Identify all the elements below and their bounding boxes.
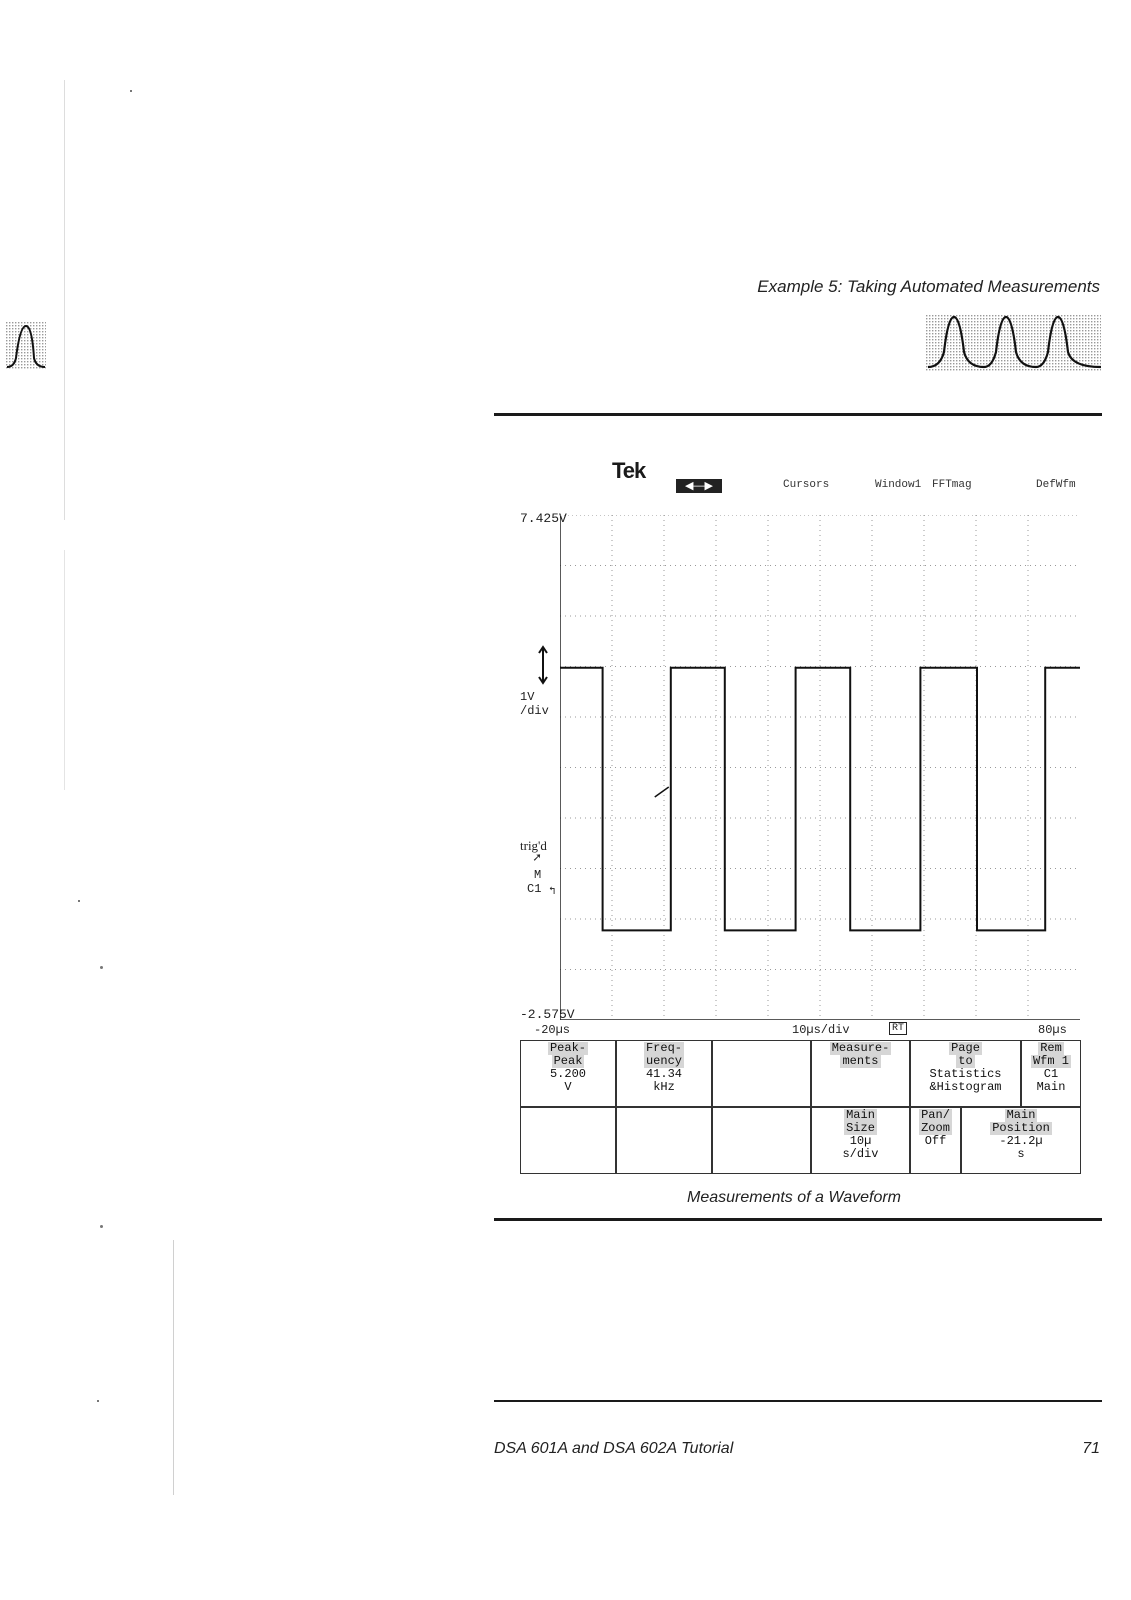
trigger-point-marker: [655, 787, 669, 797]
softkey-line: &Histogram: [929, 1080, 1002, 1094]
softkey-line: Pan/: [921, 1108, 950, 1122]
margin-line: [173, 1240, 174, 1495]
menu-cursors[interactable]: Cursors: [783, 479, 830, 491]
softkey-line: Wfm 1: [1032, 1054, 1069, 1068]
softkey-line: Size: [846, 1121, 875, 1135]
trigger-source-c1: C1: [527, 882, 542, 896]
waveform-trace: [560, 668, 1080, 931]
caption-rule: [494, 1218, 1102, 1221]
softkey-line: Main: [846, 1108, 875, 1122]
softkey-line: Off: [924, 1134, 947, 1148]
top-rule: [494, 413, 1102, 416]
softkey-line: Statistics: [929, 1067, 1002, 1081]
softkey-line: Page: [951, 1041, 980, 1055]
scan-speck: [100, 1225, 103, 1228]
softkey-line: kHz: [653, 1080, 675, 1094]
softkey-line: Freq-: [645, 1041, 682, 1055]
tek-logo: Tek: [612, 458, 646, 483]
remove-waveform-softkey[interactable]: [1021, 1040, 1081, 1107]
softkey-line: Measure-: [831, 1041, 890, 1055]
empty-softkey: [712, 1040, 811, 1107]
scale-label-volts: 1V: [520, 690, 535, 704]
softkey-line: Zoom: [921, 1121, 950, 1135]
trigger-status: trig'd: [520, 838, 547, 853]
timebase-mode-badge: RT: [889, 1022, 907, 1035]
menu-fftmag[interactable]: FFTmag: [932, 479, 972, 491]
x-left-label: -20µs: [534, 1023, 571, 1037]
scan-speck: [78, 900, 80, 902]
scale-arrow-icon: [536, 645, 550, 685]
softkey-line: -21.2µ: [999, 1134, 1043, 1148]
empty-softkey: [616, 1107, 712, 1174]
figure-caption: Measurements of a Waveform: [686, 1189, 901, 1206]
menu-defwfm[interactable]: DefWfm: [1036, 479, 1076, 491]
measurement-menu: [520, 1040, 1081, 1174]
scan-speck: [100, 966, 103, 969]
scale-label-div: /div: [520, 704, 549, 718]
menu-window1[interactable]: Window1: [875, 479, 922, 491]
page-number: 71: [1082, 1440, 1100, 1457]
trigger-source-m: M: [534, 868, 542, 882]
scan-speck: [130, 90, 132, 92]
pan-zoom-softkey[interactable]: [910, 1107, 961, 1174]
pulse-icon: [6, 322, 46, 370]
softkey-line: 5.200: [549, 1067, 586, 1081]
x-right-label: 80µs: [1038, 1023, 1067, 1037]
softkey-line: C1: [1043, 1067, 1059, 1081]
softkey-line: Main: [1036, 1080, 1066, 1094]
running-header: Example 5: Taking Automated Measurements: [757, 277, 1100, 296]
pulse-train-icon: [926, 312, 1101, 374]
y-top-label: 7.425V: [520, 511, 567, 526]
softkey-line: V: [564, 1080, 572, 1094]
softkey-line: s/div: [842, 1147, 879, 1161]
margin-line: [64, 550, 65, 790]
footer-title: DSA 601A and DSA 602A Tutorial: [494, 1440, 734, 1457]
softkey-line: Rem: [1040, 1041, 1062, 1055]
footer-rule: [494, 1400, 1102, 1402]
softkey-line: s: [1017, 1147, 1025, 1161]
softkey-line: uency: [645, 1054, 682, 1068]
empty-softkey: [712, 1107, 811, 1174]
softkey-line: 10µ: [849, 1134, 872, 1148]
scan-speck: [97, 1400, 99, 1402]
double-arrow-icon[interactable]: ◀—▶: [676, 479, 722, 493]
frequency-readout[interactable]: [616, 1040, 712, 1107]
softkey-line: Peak-: [549, 1041, 586, 1055]
margin-line: [64, 80, 65, 520]
main-size-softkey[interactable]: [811, 1107, 910, 1174]
empty-softkey: [520, 1107, 616, 1174]
timebase-label: 10µs/div: [792, 1023, 850, 1037]
peak-to-peak-readout[interactable]: [520, 1040, 616, 1107]
softkey-line: to: [958, 1054, 973, 1068]
y-bottom-label: -2.575V: [520, 1007, 575, 1022]
softkey-line: 41.34: [645, 1067, 682, 1081]
page-to-statistics-softkey[interactable]: [910, 1040, 1021, 1107]
trigger-arrow-icon: ➚: [533, 851, 541, 866]
softkey-line: ments: [842, 1054, 879, 1068]
softkey-line: Main: [1006, 1108, 1036, 1122]
waveform-plot: [560, 515, 1080, 1020]
trigger-edge-icon: ↰: [549, 886, 556, 898]
measurements-softkey[interactable]: [811, 1040, 910, 1107]
softkey-line: Position: [992, 1121, 1050, 1135]
main-position-softkey[interactable]: [961, 1107, 1081, 1174]
softkey-line: Peak: [553, 1054, 583, 1068]
